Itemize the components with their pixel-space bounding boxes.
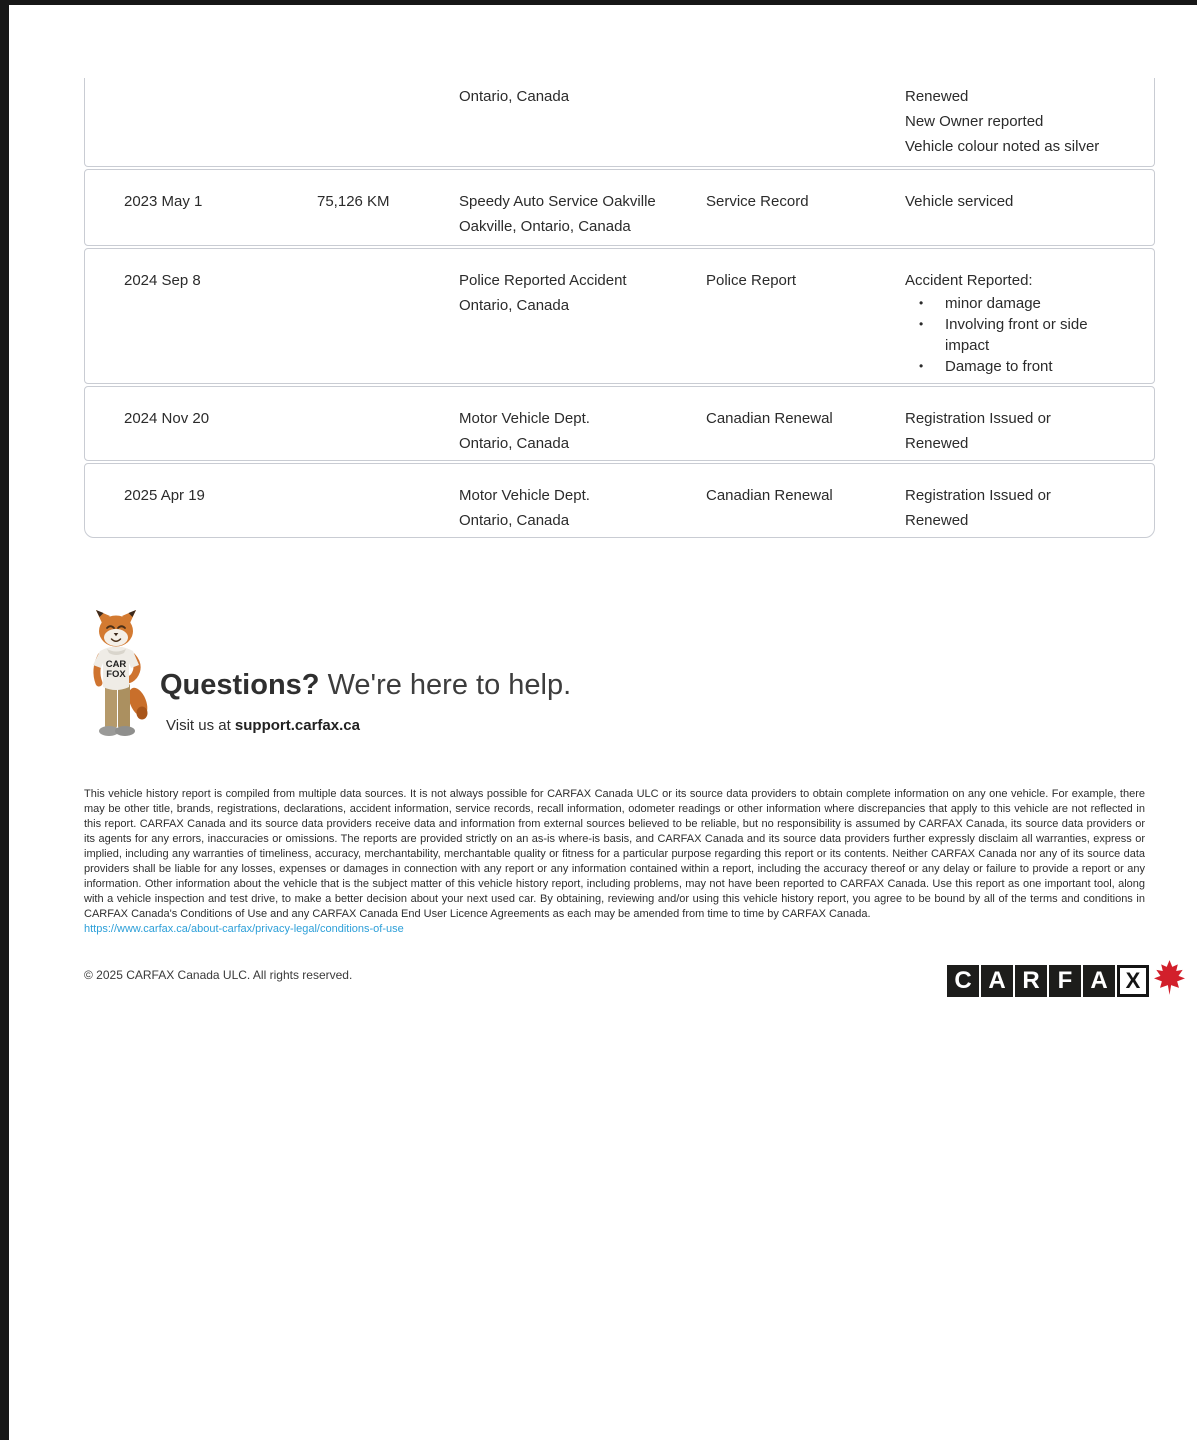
cell-record-type: Service Record — [706, 193, 809, 210]
cell-date: 2024 Nov 20 — [124, 410, 210, 427]
cell-date: 2023 May 1 — [124, 193, 203, 210]
copyright-text: © 2025 CARFAX Canada ULC. All rights reserved. — [84, 968, 353, 982]
help-heading-questions: Questions? — [160, 669, 320, 701]
cell-date — [124, 84, 317, 166]
logo-letter-box: R — [1015, 965, 1047, 997]
cell-date: 2025 Apr 19 — [124, 487, 205, 504]
cell-source: Motor Vehicle Dept. Ontario, Canada — [459, 410, 590, 452]
screenshot-left-edge — [0, 0, 9, 1440]
cell-record-type: Police Report — [706, 272, 797, 289]
table-row — [84, 78, 1155, 167]
shirt-text-line1: CAR — [105, 659, 127, 670]
history-table — [84, 78, 1155, 538]
conditions-of-use-link[interactable]: https://www.carfax.ca/about-carfax/privacy-legal/conditions-of-use — [84, 923, 404, 935]
carfax-logo — [947, 961, 1188, 1001]
help-subtitle — [166, 717, 360, 734]
logo-letter-box: C — [947, 965, 979, 997]
cell-odometer — [317, 84, 459, 166]
table-row — [84, 463, 1155, 538]
logo-letter-box: F — [1049, 965, 1081, 997]
legal-disclaimer — [84, 787, 1145, 937]
support-site-link[interactable]: support.carfax.ca — [234, 717, 360, 734]
table-row — [84, 248, 1155, 384]
logo-letter-box: A — [981, 965, 1013, 997]
cell-details: Renewed New Owner reported Vehicle colour noted as silver — [905, 88, 1100, 155]
cell-source: Motor Vehicle Dept. Ontario, Canada — [459, 487, 590, 529]
screenshot-top-edge — [0, 0, 1197, 5]
maple-leaf-path — [1154, 960, 1185, 995]
cell-record-type: Canadian Renewal — [706, 410, 833, 427]
cell-odometer: 75,126 KM — [317, 193, 390, 210]
cell-record-type — [706, 84, 905, 166]
logo-letter-box: A — [1083, 965, 1115, 997]
cell-odometer — [317, 268, 459, 383]
cell-details: Accident Reported: • minor damage • Involving front or side impact • Damage to front — [905, 268, 1154, 383]
cell-odometer — [317, 406, 459, 460]
disclaimer-text: This vehicle history report is compiled from multiple data sources. It is not always possible for CARFAX Canada ULC or its source data providers to obtain complete information on any one vehicle. For example, there may be other title, brands, registrations, declarations, accident information, service records, recall information, odometer readings or other information where discrepancies that apply to this vehicle are not reflected in this report. CARFAX Canada and its source data providers receive data and information from external sources believed to be reliable, but no responsibility is assumed by CARFAX Canada, its source data providers or its agents for any errors, inaccuracies or omissions. The reports are provided strictly on an as-is where-is basis, and CARFAX Canada and its source data providers further expressly disclaim all warranties, express or implied, including any warranties of timeliness, accuracy, merchantability, merchantable quality or fitness for a particular purpose regarding this report or its contents. Neither CARFAX Canada nor any of its source data providers shall be liable for any losses, expenses or damages in connection with any report or any information contained within a report, including the accuracy thereof or any delay or failure to provide a report or any information. Other information about the vehicle that is the subject matter of this vehicle history report, including problems, may not have been reported to CARFAX Canada. Use this report as one important tool, along with a vehicle inspection and test drive, to make a better decision about your next used car. By obtaining, reviewing and/or using this vehicle history report, you agree to be bound by all of the terms and conditions in CARFAX Canada's Conditions of Use and any CARFAX Canada End User Licence Agreements as each may be amended from time to time by CARFAX Canada. — [84, 788, 1145, 920]
help-heading — [160, 669, 571, 702]
details-bullet-list: • minor damage • Involving front or side impact • Damage to front — [905, 293, 1126, 377]
cell-record-type: Canadian Renewal — [706, 487, 833, 504]
cell-source: Speedy Auto Service Oakville Oakville, Ontario, Canada — [459, 193, 656, 235]
cell-source: Ontario, Canada — [459, 88, 570, 105]
table-row — [84, 169, 1155, 246]
logo-letter-box-x: X — [1117, 965, 1149, 997]
cell-details: Registration Issued or Renewed — [905, 410, 1051, 452]
carfox-mascot-icon — [76, 609, 156, 746]
table-row — [84, 386, 1155, 461]
visit-us-text: Visit us at — [166, 717, 235, 734]
cell-details: Registration Issued or Renewed — [905, 487, 1051, 529]
cell-details: Vehicle serviced — [905, 193, 1014, 210]
cell-source: Police Reported Accident Ontario, Canada — [459, 272, 627, 314]
help-heading-rest: We're here to help. — [319, 669, 572, 701]
shirt-text-line2: FOX — [106, 669, 126, 680]
maple-leaf-icon — [1151, 959, 1188, 1001]
cell-date: 2024 Sep 8 — [124, 272, 201, 289]
cell-odometer — [317, 483, 459, 537]
